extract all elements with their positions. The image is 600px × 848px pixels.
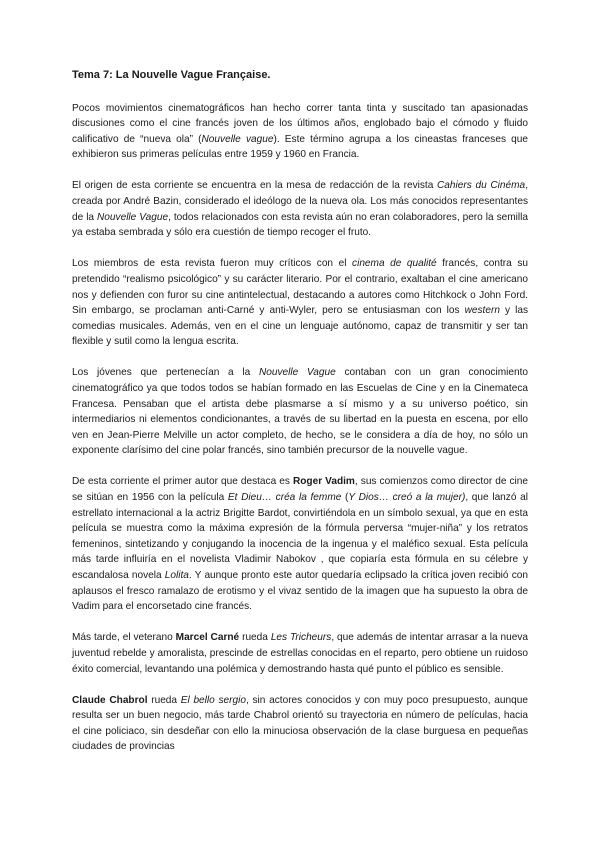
italic-title: cinema de qualité: [352, 258, 437, 270]
document-page: [72, 68, 528, 770]
text-run: . Y aunque pronto este autor quedaría eclipsado la crítica joven recibió con aplausos el fresco ramalazo de erotismo y el vivaz sentido de la imagen que ha supuesto la obra de Vadim para el encorsetado cine francés.: [72, 570, 528, 613]
bold-name: Marcel Carné: [175, 632, 240, 644]
text-run: , que además de intentar arrasar a la nueva juventud rebelde y amoralista, prescinde de estrellas conocidas en el reparto, pero obtiene un ruidoso éxito comercial, levantando una polémica y demostrando hasta qué punto el público es sensible.: [72, 632, 528, 675]
text-run: Más tarde, el veterano: [72, 632, 176, 644]
text-run: ). Este término agrupa a los cineastas franceses que exhibieron sus primeras películas entre 1959 y 1960 en Francia.: [72, 133, 528, 161]
document-title: Tema 7: La Nouvelle Vague Française.: [72, 69, 271, 81]
italic-title: Cahiers du Cinéma: [437, 180, 526, 192]
paragraph-carne: [72, 630, 528, 677]
text-run: contaban con un gran conocimiento cinematográfico ya que todos todos se habían formado en las Escuelas de Cine y en la Cinemateca Francesa. Pensaban que el artista debe plasmarse a sí mismo y a su universo poético, sin intermediarios ni elementos condicionantes, a través de su libertad en la puesta en escena, por ello ven en Jean-Pierre Melville un actor completo, de hecho, se le considera a día de hoy, no sólo un exponente clarísimo del cine polar francés, sino también precursor de la nouvelle vague.: [72, 367, 528, 457]
text-run: , todos relacionados con esta revista aún no eran colaboradores, pero la semilla ya estaba sembrada y sólo era cuestión de tiempo recoger el fruto.: [72, 211, 528, 239]
text-run: Los miembros de esta revista fueron muy críticos con el: [72, 258, 353, 270]
bold-name: Roger Vadim: [292, 476, 355, 488]
paragraph-vadim: [72, 474, 528, 614]
paragraph-intro: [72, 101, 528, 163]
document-body: [72, 101, 528, 755]
text-run: , creada por André Bazin, considerado el ideólogo de la nueva ola. Los más conocidos representantes de la: [72, 180, 528, 223]
paragraph-chabrol: [72, 693, 528, 755]
paragraph-origen: [72, 178, 528, 240]
text-run: , sus comienzos como director de cine se sitúan en 1956 con la película: [72, 476, 529, 504]
text-run: Los jóvenes que pertenecían a la: [72, 367, 259, 379]
italic-title: Nouvelle Vague: [258, 367, 336, 379]
text-run: El origen de esta corriente se encuentra en la mesa de redacción de la revista: [72, 180, 438, 192]
italic-title: Lolita: [164, 570, 189, 582]
text-run: francés, contra su pretendido “realismo psicológico” y su carácter literario. Por el contrario, exaltaban el cine americano nos y defienden con furor su cine antintelectual, destacando a autores como Hitchkock o John Ford. Sin embargo, se proclaman anti-Carné y anti-Wyler, pero se entusiasman con los: [72, 258, 528, 317]
text-run: , que lanzó al estrellato internacional a la actriz Brigitte Bardot, convirtiéndola en un símbolo sexual, ya que en esta película se muestra como la máxima expresión de la fórmula perversa “mujer-niña” y los retratos femeninos, sintetizando y conjugando la inocencia de la ingenua y el maléfico sexual. Esta película más tarde influiría en el novelista Vladimir Nabokov , que copiaría esta fórmula en su célebre y escandalosa novela: [72, 492, 528, 582]
text-run: rueda: [239, 632, 271, 644]
paragraph-miembros: [72, 256, 528, 350]
text-run: (: [341, 492, 349, 504]
italic-title: Nouvelle Vague: [97, 211, 169, 223]
text-run: De esta corriente el primer autor que destaca es: [72, 476, 293, 488]
text-run: Pocos movimientos cinematográficos han hecho correr tanta tinta y suscitado tan apasionadas discusiones como el cine francés joven de los últimos años, englobado bajo el cómodo y fluido calificativo de “nueva ola” (: [72, 102, 528, 145]
bold-name: Claude Chabrol: [72, 694, 148, 706]
text-run: rueda: [147, 694, 181, 706]
italic-title: western: [464, 305, 500, 317]
italic-title: Nouvelle vague: [201, 133, 274, 145]
italic-title: Et Dieu… créa la femme: [227, 492, 342, 504]
paragraph-jovenes: [72, 365, 528, 459]
text-run: y las comedias musicales. Además, ven en el cine un lenguaje autónomo, capaz de transmitir y ser tan flexible y sutil como la lengua escrita.: [72, 305, 528, 348]
italic-title: El bello sergio: [180, 694, 246, 706]
italic-title: Y Dios… creó a la mujer): [348, 492, 466, 504]
italic-title: Les Tricheurs: [270, 632, 332, 644]
text-run: , sin actores conocidos y con muy poco presupuesto, aunque resulta ser un buen negocio, más tarde Chabrol orientó su trayectoria en número de películas, hacia el cine policiaco, sin desdeñar con ello la minuciosa observación de la clase burguesa en pequeñas ciudades de provincias: [72, 694, 528, 753]
